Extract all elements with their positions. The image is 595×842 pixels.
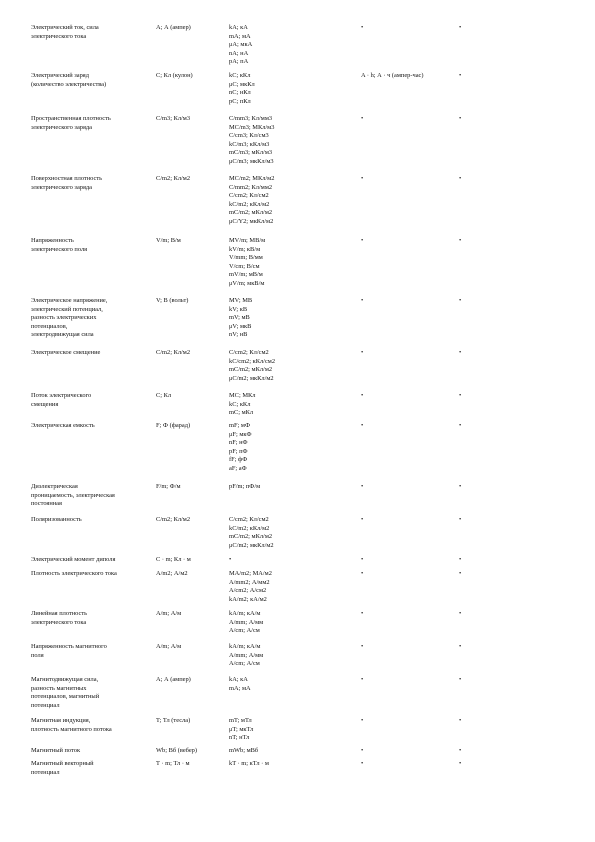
- non-si-unit: •: [361, 237, 364, 244]
- row-mark: •: [459, 72, 462, 79]
- quantity-name: [31, 349, 153, 358]
- quantity-name-line: Поверхностная плотность: [31, 175, 103, 182]
- multiple-unit-line: mF; мФ: [229, 422, 250, 429]
- multiple-unit-line: kA; кА: [229, 676, 248, 683]
- row-mark: •: [459, 115, 462, 122]
- multiple-unit-line: MC/m2; МКл/м2: [229, 175, 275, 182]
- quantity-name-line: поля: [31, 651, 44, 659]
- quantity-name-line: Линейная плотность: [31, 610, 88, 617]
- quantity-name-line: проницаемость, электрическая: [31, 491, 115, 499]
- multiple-unit-line: A/mm2; А/мм2: [229, 578, 270, 586]
- multiple-unit-line: μC/m3; мкКл/м3: [229, 157, 274, 165]
- multiple-units: [229, 349, 357, 383]
- quantity-name-line: потенциал: [31, 701, 60, 709]
- quantity-name: [31, 392, 153, 409]
- quantity-name-line: Магнитный поток: [31, 747, 81, 754]
- quantity-name-line: Плотность электрического тока: [31, 570, 117, 577]
- multiple-unit-line: kA/m2; кА/м2: [229, 595, 267, 603]
- multiple-units: [229, 392, 357, 418]
- non-si-unit: A · h; А · ч (ампер-час): [361, 72, 424, 79]
- multiple-unit-line: μV; мкВ: [229, 322, 252, 330]
- multiple-unit-line: kC; кКл: [229, 400, 251, 408]
- multiple-unit-line: MC/m3; МКл/м3: [229, 123, 275, 131]
- si-unit: C; Кл: [156, 392, 172, 399]
- quantity-name: [31, 516, 153, 525]
- multiple-unit-line: C/cm2; Кл/см2: [229, 516, 269, 523]
- row-mark: •: [459, 717, 462, 724]
- non-si-unit: •: [361, 570, 364, 577]
- multiple-unit-line: kC/m3; кКл/м3: [229, 140, 270, 148]
- row-mark: •: [459, 422, 462, 429]
- si-unit: A; А (ампер): [156, 24, 191, 31]
- si-unit: Wb; Вб (вебер): [156, 747, 197, 754]
- multiple-unit-line: MC; МКл: [229, 392, 256, 399]
- multiple-unit-line: nF; нФ: [229, 439, 248, 446]
- multiple-unit-line: pF/m; пФ/м: [229, 483, 261, 490]
- si-unit: V/m; В/м: [156, 237, 181, 244]
- multiple-unit-line: kC/m2; кКл/м2: [229, 200, 270, 208]
- quantity-name: [31, 676, 153, 710]
- multiple-unit-line: μC; мкКл: [229, 80, 255, 88]
- si-unit: F; Ф (фарад): [156, 422, 191, 429]
- multiple-unit-line: mC; мКл: [229, 409, 254, 416]
- row-mark: •: [459, 676, 462, 683]
- non-si-unit: •: [361, 643, 364, 650]
- non-si-unit: •: [361, 760, 364, 767]
- multiple-unit-line: fF; фФ: [229, 456, 248, 463]
- si-unit: V; В (вольт): [156, 297, 189, 304]
- si-unit: A/m2; А/м2: [156, 570, 188, 577]
- quantity-name-line: Магнитодвижущая сила,: [31, 676, 99, 683]
- multiple-unit-line: nA; нА: [229, 49, 249, 57]
- quantity-name-line: Магнитный векторный: [31, 760, 94, 767]
- si-unit: C/m2; Кл/м2: [156, 516, 191, 523]
- non-si-unit: •: [361, 392, 364, 399]
- multiple-unit-line: kV; кВ: [229, 305, 248, 313]
- multiple-units: [229, 175, 357, 226]
- non-si-unit: •: [361, 676, 364, 683]
- multiple-units: [229, 516, 357, 550]
- non-si-unit: •: [361, 556, 364, 563]
- multiple-unit-line: C/cm2; Кл/см2: [229, 349, 269, 356]
- multiple-units: [229, 237, 357, 288]
- row-mark: •: [459, 556, 462, 563]
- quantity-name-line: Электрическое смещение: [31, 349, 101, 356]
- multiple-unit-line: C/cm2; Кл/см2: [229, 192, 269, 199]
- quantity-name-line: Диэлектрическая: [31, 483, 78, 490]
- multiple-unit-line: kT · m; кТл · м: [229, 760, 269, 767]
- multiple-unit-line: kC/m2; кКл/м2: [229, 524, 270, 532]
- quantity-name: [31, 760, 153, 777]
- multiple-unit-line: aF; аФ: [229, 464, 247, 472]
- multiple-unit-line: kV/m; кВ/м: [229, 245, 261, 253]
- quantity-name: [31, 643, 153, 660]
- quantity-name: [31, 72, 153, 89]
- quantity-name-line: электрического тока: [31, 32, 87, 40]
- multiple-units: [229, 72, 357, 106]
- quantity-name: [31, 237, 153, 254]
- quantity-name: [31, 24, 153, 41]
- multiple-units: [229, 115, 357, 166]
- quantity-name-line: Пространственная плотность: [31, 115, 111, 122]
- quantity-name-line: Поляризованность: [31, 516, 82, 523]
- multiple-unit-line: mC/m2; мКл/м2: [229, 366, 273, 373]
- quantity-name-line: электродвижущая сила: [31, 331, 94, 338]
- multiple-unit-line: C/cm3; Кл/см3: [229, 132, 269, 139]
- quantity-name-line: Электрическое напряжение,: [31, 297, 108, 304]
- multiple-units: [229, 556, 357, 565]
- quantity-name-line: плотность магнитного потока: [31, 725, 112, 733]
- multiple-units: [229, 717, 357, 743]
- row-mark: •: [459, 570, 462, 577]
- quantity-name-line: (количество электричества): [31, 80, 107, 88]
- si-unit: F/m; Ф/м: [156, 483, 181, 490]
- multiple-unit-line: mWb; мВб: [229, 747, 259, 754]
- multiple-units: [229, 297, 357, 340]
- multiple-unit-line: pC; пКл: [229, 97, 251, 105]
- multiple-unit-line: pF; пФ: [229, 447, 248, 455]
- quantity-name: [31, 422, 153, 431]
- row-mark: •: [459, 349, 462, 356]
- quantity-name: [31, 717, 153, 734]
- multiple-unit-line: A/mm; А/мм: [229, 651, 264, 659]
- row-mark: •: [459, 747, 462, 754]
- quantity-name: [31, 610, 153, 627]
- multiple-units: [229, 422, 357, 473]
- multiple-units: [229, 570, 357, 604]
- non-si-unit: •: [361, 422, 364, 429]
- quantity-name-line: смещения: [31, 400, 59, 408]
- multiple-unit-line: V/mm; В/мм: [229, 254, 263, 261]
- multiple-unit-line: A/cm; А/см: [229, 627, 260, 634]
- multiple-units: [229, 610, 357, 636]
- quantity-name-line: потенциалов,: [31, 322, 68, 330]
- multiple-unit-line: nT; нТл: [229, 734, 250, 741]
- quantity-name-line: Поток электрического: [31, 392, 92, 399]
- quantity-name-line: Электрический момент диполя: [31, 556, 116, 563]
- quantity-name: [31, 175, 153, 192]
- multiple-units: [229, 676, 357, 693]
- quantity-name-line: Напряженность магнитного: [31, 643, 107, 650]
- multiple-units: [229, 747, 357, 756]
- multiple-unit-line: pA; пА: [229, 58, 249, 65]
- si-unit: C/m2; Кл/м2: [156, 349, 191, 356]
- non-si-unit: •: [361, 115, 364, 122]
- quantity-name: [31, 483, 153, 509]
- si-unit: A; А (ампер): [156, 676, 191, 683]
- row-mark: •: [459, 610, 462, 617]
- quantity-name-line: Напряженность: [31, 237, 74, 244]
- multiple-unit-line: nC; нКл: [229, 89, 251, 96]
- multiple-unit-line: μC/Y2; мкКл/м2: [229, 217, 274, 225]
- row-mark: •: [459, 643, 462, 650]
- row-mark: •: [459, 516, 462, 523]
- quantity-name-line: постоянная: [31, 500, 62, 507]
- si-unit: T · m; Тл · м: [156, 760, 190, 767]
- multiple-unit-line: mT; мТл: [229, 717, 252, 724]
- quantity-name-line: потенциалов, магнитный: [31, 693, 100, 700]
- quantity-name-line: Электрический ток, сила: [31, 24, 99, 31]
- non-si-unit: •: [361, 297, 364, 304]
- row-mark: •: [459, 760, 462, 767]
- quantity-name: [31, 570, 153, 579]
- multiple-unit-line: μF; мкФ: [229, 430, 252, 438]
- row-mark: •: [459, 24, 462, 31]
- multiple-units: [229, 483, 357, 492]
- multiple-unit-line: mC/m2; мКл/м2: [229, 209, 273, 216]
- quantity-name-line: Магнитная индукция,: [31, 717, 91, 724]
- row-mark: •: [459, 392, 462, 399]
- multiple-unit-line: kC; кКл: [229, 72, 251, 79]
- quantity-name-line: электрического поля: [31, 245, 88, 253]
- non-si-unit: •: [361, 24, 364, 31]
- multiple-unit-line: kA/m; кА/м: [229, 643, 261, 650]
- multiple-units: [229, 760, 357, 769]
- row-mark: •: [459, 483, 462, 490]
- quantity-name-line: разность электрических: [31, 314, 97, 321]
- multiple-unit-line: μT; мкТл: [229, 725, 254, 733]
- multiple-unit-line: nV; нВ: [229, 331, 248, 338]
- non-si-unit: •: [361, 349, 364, 356]
- si-unit: C/m3; Кл/м3: [156, 115, 191, 122]
- multiple-unit-line: C/mm3; Кл/мм3: [229, 115, 273, 122]
- multiple-unit-line: mC/m3; мКл/м3: [229, 149, 273, 156]
- row-mark: •: [459, 237, 462, 244]
- multiple-unit-line: mA; мА: [229, 32, 251, 40]
- multiple-unit-line: mC/m2; мКл/м2: [229, 533, 273, 540]
- quantity-name-line: электрического заряда: [31, 183, 93, 191]
- non-si-unit: •: [361, 175, 364, 182]
- si-unit: T; Тл (тесла): [156, 717, 191, 724]
- quantity-name-line: Электрический заряд: [31, 72, 90, 79]
- multiple-unit-line: V/cm; В/см: [229, 262, 260, 270]
- multiple-unit-line: μC/m2; мкКл/м2: [229, 541, 274, 549]
- multiple-unit-line: MV; МВ: [229, 297, 253, 304]
- quantity-name: [31, 747, 153, 756]
- multiple-unit-line: mV/m; мВ/м: [229, 271, 263, 278]
- multiple-units: [229, 643, 357, 669]
- non-si-unit: •: [361, 610, 364, 617]
- multiple-unit-line: kA/m; кА/м: [229, 610, 261, 617]
- quantity-name-line: Электрическая емкость: [31, 422, 95, 429]
- multiple-unit-line: •: [229, 556, 232, 563]
- multiple-unit-line: kA; кА: [229, 24, 248, 31]
- si-unit: C/m2; Кл/м2: [156, 175, 191, 182]
- multiple-unit-line: kC/cm2; кКл/см2: [229, 357, 276, 365]
- non-si-unit: •: [361, 717, 364, 724]
- quantity-name: [31, 115, 153, 132]
- quantity-name-line: электрического заряда: [31, 123, 93, 131]
- multiple-units: [229, 24, 357, 67]
- multiple-unit-line: μA; мкА: [229, 41, 253, 48]
- si-unit: C · m; Кл · м: [156, 556, 191, 563]
- si-unit: A/m; А/м: [156, 610, 182, 617]
- multiple-unit-line: MA/m2; МА/м2: [229, 570, 272, 577]
- multiple-unit-line: μC/m2; мкКл/м2: [229, 374, 274, 382]
- multiple-unit-line: MV/m; МВ/м: [229, 237, 266, 244]
- quantity-name: [31, 297, 153, 340]
- si-unit: A/m; А/м: [156, 643, 182, 650]
- multiple-unit-line: A/mm; А/мм: [229, 618, 264, 626]
- row-mark: •: [459, 297, 462, 304]
- quantity-name-line: электрический потенциал,: [31, 305, 103, 313]
- non-si-unit: •: [361, 747, 364, 754]
- quantity-name: [31, 556, 153, 565]
- multiple-unit-line: μV/m; мкВ/м: [229, 279, 265, 287]
- row-mark: •: [459, 175, 462, 182]
- quantity-name-line: электрического тока: [31, 618, 87, 626]
- non-si-unit: •: [361, 483, 364, 490]
- si-unit: C; Кл (кулон): [156, 72, 193, 79]
- quantity-name-line: потенциал: [31, 768, 60, 776]
- multiple-unit-line: A/cm2; А/см2: [229, 587, 267, 594]
- multiple-unit-line: C/mm2; Кл/мм2: [229, 183, 273, 191]
- quantity-name-line: разность магнитных: [31, 684, 87, 692]
- non-si-unit: •: [361, 516, 364, 523]
- multiple-unit-line: mV; мВ: [229, 314, 250, 321]
- multiple-unit-line: A/cm; А/см: [229, 660, 260, 667]
- multiple-unit-line: mA; мА: [229, 684, 251, 692]
